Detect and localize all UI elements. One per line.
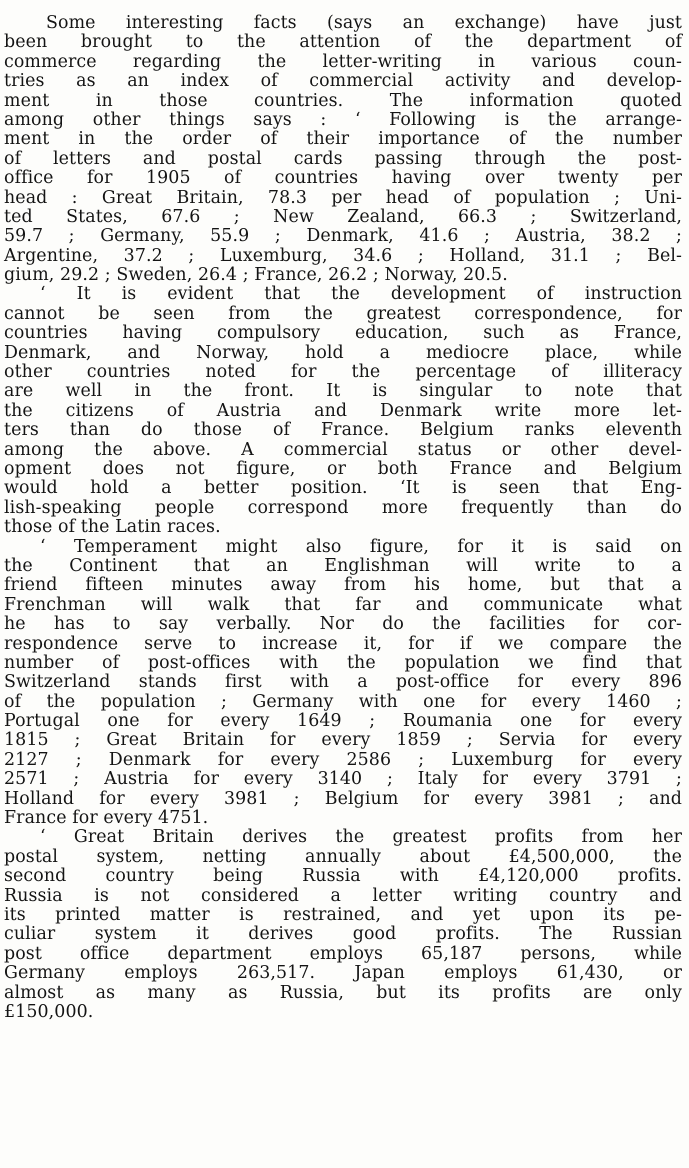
text-line: opment does not figure, or both France and Belgium (4, 458, 682, 479)
text-line: Russia is not considered a letter writing country and (4, 885, 682, 906)
text-line: Argentine, 37.2 ; Luxemburg, 34.6 ; Holland, 31.1 ; Bel- (4, 245, 682, 266)
text-line: Germany employs 263,517. Japan employs 61,430, or (4, 963, 682, 984)
text-line: ‘ Great Britain derives the greatest profits from her (40, 827, 682, 848)
text-line: France for every 4751. (4, 808, 209, 829)
text-line: other countries noted for the percentage of illiteracy (4, 362, 682, 383)
paragraph-instruction (4, 285, 682, 537)
text-line: tries as an index of commercial activity and develop- (4, 71, 682, 92)
paragraph-profits (4, 828, 682, 1022)
text-line: Some interesting facts (says an exchange) have just (46, 13, 682, 33)
text-line: £150,000. (4, 1001, 94, 1022)
text-line: are well in the front. It is singular to note that (4, 381, 682, 402)
article-column (4, 14, 682, 1022)
text-line: Portugal one for every 1649 ; Roumania one for every (4, 711, 682, 732)
text-line: office for 1905 of countries having over twenty per (4, 168, 682, 189)
text-line: ters than do those of France. Belgium ranks eleventh (4, 420, 682, 441)
text-line: almost as many as Russia, but its profits are only (4, 982, 682, 1003)
text-line: he has to say verbally. Nor do the facilities for cor- (4, 614, 682, 635)
paragraph-temperament (4, 538, 682, 829)
text-line: would hold a better position. ‘It is seen that Eng- (4, 478, 682, 499)
text-line: ‘ It is evident that the development of instruction (40, 284, 682, 305)
text-line: second country being Russia with £4,120,000 profits. (4, 866, 682, 887)
text-line: countries having compulsory education, such as France, (4, 323, 682, 344)
text-line: Frenchman will walk that far and communicate what (4, 594, 682, 615)
text-line: post office department employs 65,187 persons, while (4, 943, 682, 964)
text-line: Holland for every 3981 ; Belgium for every 3981 ; and (4, 788, 682, 809)
paragraph-intro (4, 14, 682, 285)
text-line: ted States, 67.6 ; New Zealand, 66.3 ; Switzerland, (4, 206, 682, 227)
text-line: cannot be seen from the greatest correspondence, for (4, 303, 682, 324)
text-line: Denmark, and Norway, hold a mediocre place, while (4, 342, 682, 363)
text-line: 2127 ; Denmark for every 2586 ; Luxemburg for every (4, 749, 682, 770)
text-line: the Continent that an Englishman will write to a (4, 555, 682, 576)
text-line: those of the Latin races. (4, 517, 221, 538)
text-line: friend fifteen minutes away from his home, but that a (4, 575, 682, 596)
text-line: been brought to the attention of the department of (4, 32, 682, 53)
text-line: lish-speaking people correspond more frequently than do (4, 497, 682, 518)
text-line: 59.7 ; Germany, 55.9 ; Denmark, 41.6 ; Austria, 38.2 ; (4, 226, 682, 247)
text-line: number of post-offices with the population we find that (4, 652, 682, 673)
text-line: Switzerland stands first with a post-office for every 896 (4, 672, 682, 693)
text-line: culiar system it derives good profits. The Russian (4, 924, 682, 945)
text-line: among the above. A commercial status or other devel- (4, 439, 682, 460)
text-line: among other things says : ‘ Following is the arrange- (4, 109, 682, 130)
text-line: ‘ Temperament might also figure, for it is said on (40, 536, 682, 557)
text-line: head : Great Britain, 78.3 per head of population ; Uni- (4, 187, 682, 208)
text-line: respondence serve to increase it, for if we compare the (4, 633, 682, 654)
text-line: postal system, netting annually about £4,500,000, the (4, 846, 682, 867)
text-line: commerce regarding the letter-writing in various coun- (4, 51, 682, 72)
text-line: its printed matter is restrained, and yet upon its pe- (4, 904, 682, 925)
text-line: gium, 29.2 ; Sweden, 26.4 ; France, 26.2 ; Norway, 20.5. (4, 265, 508, 286)
text-line: 1815 ; Great Britain for every 1859 ; Servia for every (4, 730, 682, 751)
text-line: of the population ; Germany with one for every 1460 ; (4, 691, 682, 712)
text-line: ment in those countries. The information quoted (4, 90, 682, 111)
text-line: the citizens of Austria and Denmark write more let- (4, 400, 682, 421)
text-line: of letters and postal cards passing through the post- (4, 148, 682, 169)
text-line: 2571 ; Austria for every 3140 ; Italy for every 3791 ; (4, 769, 682, 790)
text-line: ment in the order of their importance of the number (4, 129, 682, 150)
